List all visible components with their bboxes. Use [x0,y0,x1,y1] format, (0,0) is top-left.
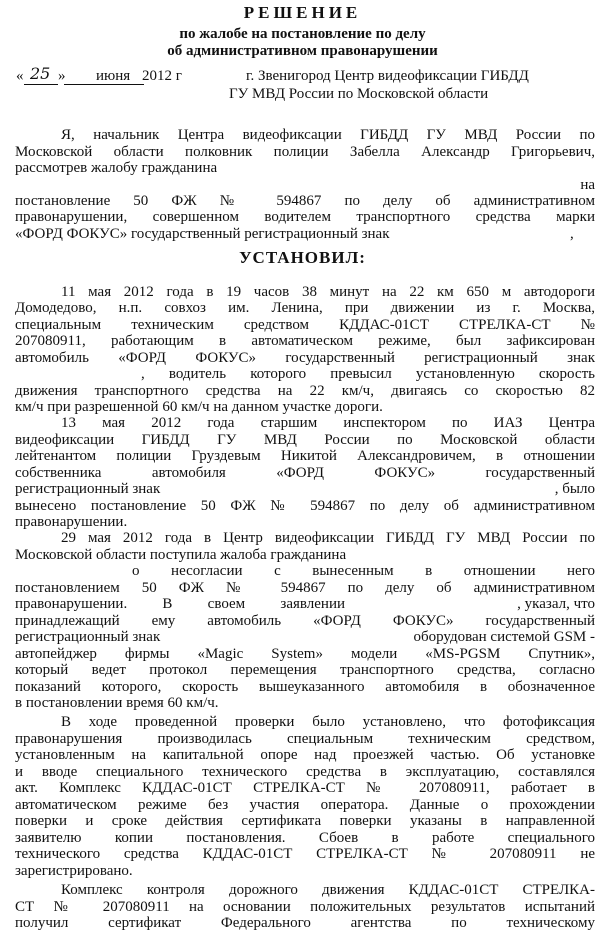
document-title: РЕШЕНИЕ [243,3,362,22]
intro-line: на [580,177,595,193]
body-line: оборудован системой GSM - [413,629,595,645]
date-month: июня [96,68,131,84]
body-line: автомобиль «ФОРД ФОКУС» государственный регистрационный знак [15,350,595,366]
body-line: правонарушении. В своем заявлении [15,596,345,612]
body-line: собственника автомобиля «ФОРД ФОКУС» государственный [15,465,595,481]
place-line2: ГУ МВД России по Московской области [229,86,489,102]
body-line: движения транспортного средства на 22 км/ч, двигаясь со скоростью 82 [15,383,595,399]
body-line: получил сертификат Федерального агентства по техническому [15,915,595,931]
body-line: , водитель которого превысил установленную скорость [141,366,595,382]
body-line: автоматическом режиме без участия оператора. Данные о прохождении [15,797,595,813]
place-line1: г. Звенигород Центр видеофиксации ГИБДД [246,68,529,84]
body-line: , указал, что [517,596,595,612]
body-line: , было [554,481,595,497]
body-line: 207080911, работающим в автоматическом режиме, был зафиксирован [15,333,595,349]
body-line: о несогласии с вынесенным в отношении него [132,563,595,579]
body-line: заявителю копии постановления. Сбоев в работе специального [15,830,595,846]
document-subtitle-line1: по жалобе на постановление по делу [179,26,426,42]
body-line: акт. Комплекс КДДАС-01СТ СТРЕЛКА-СТ № 207080911, работает в [15,780,595,796]
body-line: который ведет протокол перемещения транспортного средства, согласно [15,662,595,678]
date-close-quote: » [58,68,66,84]
intro-line: , [570,226,574,242]
intro-line: «ФОРД ФОКУС» государственный регистрационный знак [15,226,390,242]
body-line: 11 мая 2012 года в 19 часов 38 минут на 22 км 650 м автодороги [61,284,595,300]
intro-line: правонарушении, совершенном водителем транспортного средства марки [15,209,595,225]
date-open-quote: « [16,68,24,84]
intro-line: Я, начальник Центра видеофиксации ГИБДД ГУ МВД России по [61,127,595,143]
body-line: лейтенантом полиции Груздевым Никитой Александровичем, в отношении [15,448,595,464]
body-line: В ходе проведенной проверки было установлено, что фотофиксация [61,714,595,730]
body-line: в постановлении время 60 км/ч. [15,695,219,711]
body-line: и вводе специального технического средства в эксплуатацию, составлялся [15,764,595,780]
document-subtitle-line2: об административном правонарушении [167,43,438,59]
body-line: специальным техническим средством КДДАС-01СТ СТРЕЛКА-СТ № [15,317,595,333]
body-line: автопейджер фирмы «Magic System» модели «MS-PGSM Спутник», [15,646,595,662]
body-line: 13 мая 2012 года старшим инспектором по ИАЗ Центра [61,415,595,431]
intro-line: постановление 50 ФЖ № 594867 по делу об административном [15,193,595,209]
body-line: установленным на капитальной опоре над проезжей частью. Об установке [15,747,595,763]
section-heading: УСТАНОВИЛ: [239,248,366,267]
body-line: Домодедово, н.п. совхоз им. Ленина, при движении из г. Москва, [15,300,595,316]
body-line: 29 мая 2012 года в Центр видеофиксации ГИБДД ГУ МВД России по [61,530,595,546]
body-line: регистрационный знак [15,481,161,497]
date-year: 2012 г [142,68,182,84]
body-line: правонарушении. [15,514,128,530]
body-line: Комплекс контроля дорожного движения КДДАС-01СТ СТРЕЛКА- [61,882,595,898]
body-line: Московской области поступила жалоба гражданина [15,547,347,563]
body-line: поверки и сроке действия сертификата поверки указаны в направленной [15,813,595,829]
intro-line: Московской области полковник полиции Забелла Александр Григорьевич, [15,144,595,160]
body-line: зарегистрировано. [15,863,133,879]
body-line: принадлежащий ему автомобиль «ФОРД ФОКУС» государственный [15,613,595,629]
body-line: км/ч при разрешенной 60 км/ч на данном участке дороги. [15,399,383,415]
body-line: постановлением 50 ФЖ № 594867 по делу об административном [15,580,595,596]
body-line: правонарушения производилась специальным техническим средством, [15,731,595,747]
intro-line: рассмотрев жалобу гражданина [15,160,218,176]
date-day-underline [24,84,58,85]
body-line: технического средства КДДАС-01СТ СТРЕЛКА-СТ № 207080911 не [15,846,595,862]
body-line: вынесено постановление 50 ФЖ № 594867 по делу об административном [15,498,595,514]
body-line: регистрационный знак [15,629,161,645]
body-line: СТ № 207080911 на основании положительных результатов испытаний [15,899,595,915]
body-line: видеофиксации ГИБДД ГУ МВД России по Московской области [15,432,595,448]
body-line: показаний которого, скорость вышеуказанного автомобиля в обозначенное [15,679,595,695]
date-day-handwritten: 25 [30,64,51,83]
